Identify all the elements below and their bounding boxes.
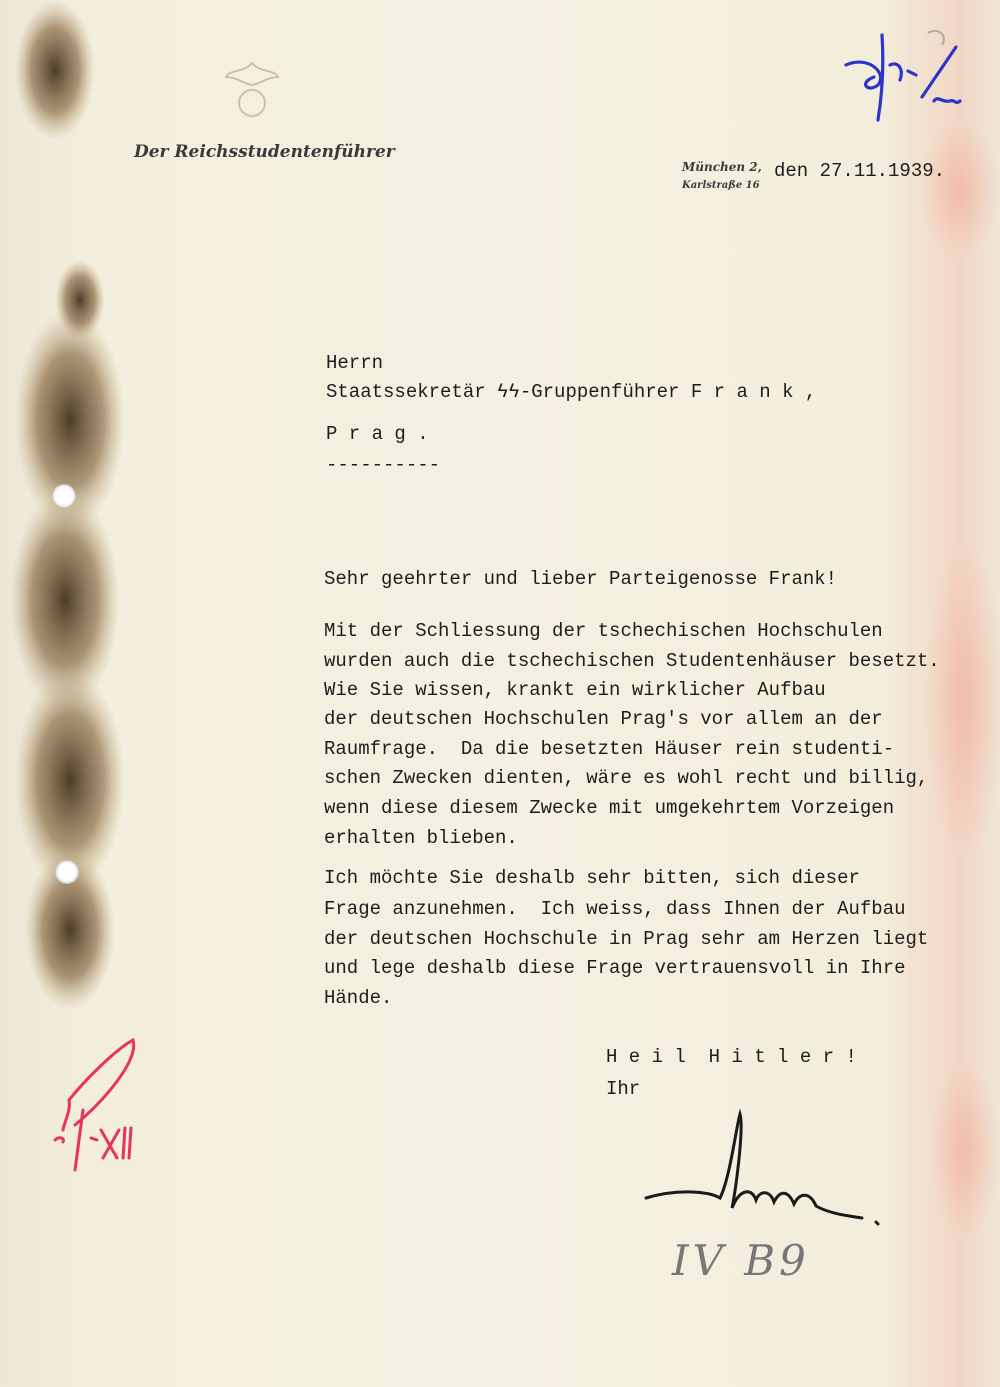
eagle-emblem-icon bbox=[222, 55, 282, 125]
address-line-1: Herrn bbox=[326, 352, 384, 374]
address-rule: ---------- bbox=[326, 454, 441, 476]
blue-initials-signature bbox=[838, 25, 968, 130]
paragraph-1-line: wurden auch die tschechischen Studentenhäuser besetzt. bbox=[324, 650, 940, 672]
letterhead-city: München 2, bbox=[682, 160, 762, 174]
paragraph-2-line: Hände. bbox=[324, 987, 393, 1009]
handwritten-signature bbox=[640, 1108, 890, 1228]
archive-reference: IV B9 bbox=[672, 1236, 810, 1285]
paragraph-1-line: schen Zwecken dienten, wäre es wohl recht und billig, bbox=[324, 767, 929, 789]
letterhead-sender: Der Reichsstudentenführer bbox=[134, 142, 395, 162]
paragraph-2-line: Ich möchte Sie deshalb sehr bitten, sich dieser bbox=[324, 867, 860, 889]
paragraph-2-line: und lege deshalb diese Frage vertrauensvoll in Ihre bbox=[324, 957, 906, 979]
red-pencil-initials bbox=[45, 1030, 145, 1180]
paragraph-2-line: der deutschen Hochschule in Prag sehr am Herzen liegt bbox=[324, 928, 929, 950]
letter-date: den 27.11.1939. bbox=[774, 160, 946, 182]
punch-hole-lower bbox=[55, 860, 79, 884]
paragraph-1-line: der deutschen Hochschulen Prag's vor allem an der bbox=[324, 708, 883, 730]
address-line-3: P r a g . bbox=[326, 423, 429, 445]
paragraph-1-line: wenn diese diesem Zwecke mit umgekehrtem Vorzeigen bbox=[324, 797, 895, 819]
address-line-2: Staatssekretär ϟϟ-Gruppenführer F r a n k , bbox=[326, 381, 817, 403]
punch-hole-upper bbox=[52, 484, 76, 508]
paragraph-1-line: Wie Sie wissen, krankt ein wirklicher Aufbau bbox=[324, 679, 826, 701]
salutation: Sehr geehrter und lieber Parteigenosse Frank! bbox=[324, 568, 838, 590]
paragraph-1-line: Raumfrage. Da die besetzten Häuser rein studenti- bbox=[324, 738, 895, 760]
paragraph-1-line: Mit der Schliessung der tschechischen Hochschulen bbox=[324, 620, 883, 642]
closing-greeting: H e i l H i t l e r ! bbox=[606, 1046, 857, 1068]
paragraph-1-line: erhalten blieben. bbox=[324, 827, 518, 849]
closing-yours: Ihr bbox=[606, 1078, 641, 1100]
paragraph-2-line: Frage anzunehmen. Ich weiss, dass Ihnen der Aufbau bbox=[324, 898, 906, 920]
letterhead-street: Karlstraße 16 bbox=[682, 180, 760, 191]
